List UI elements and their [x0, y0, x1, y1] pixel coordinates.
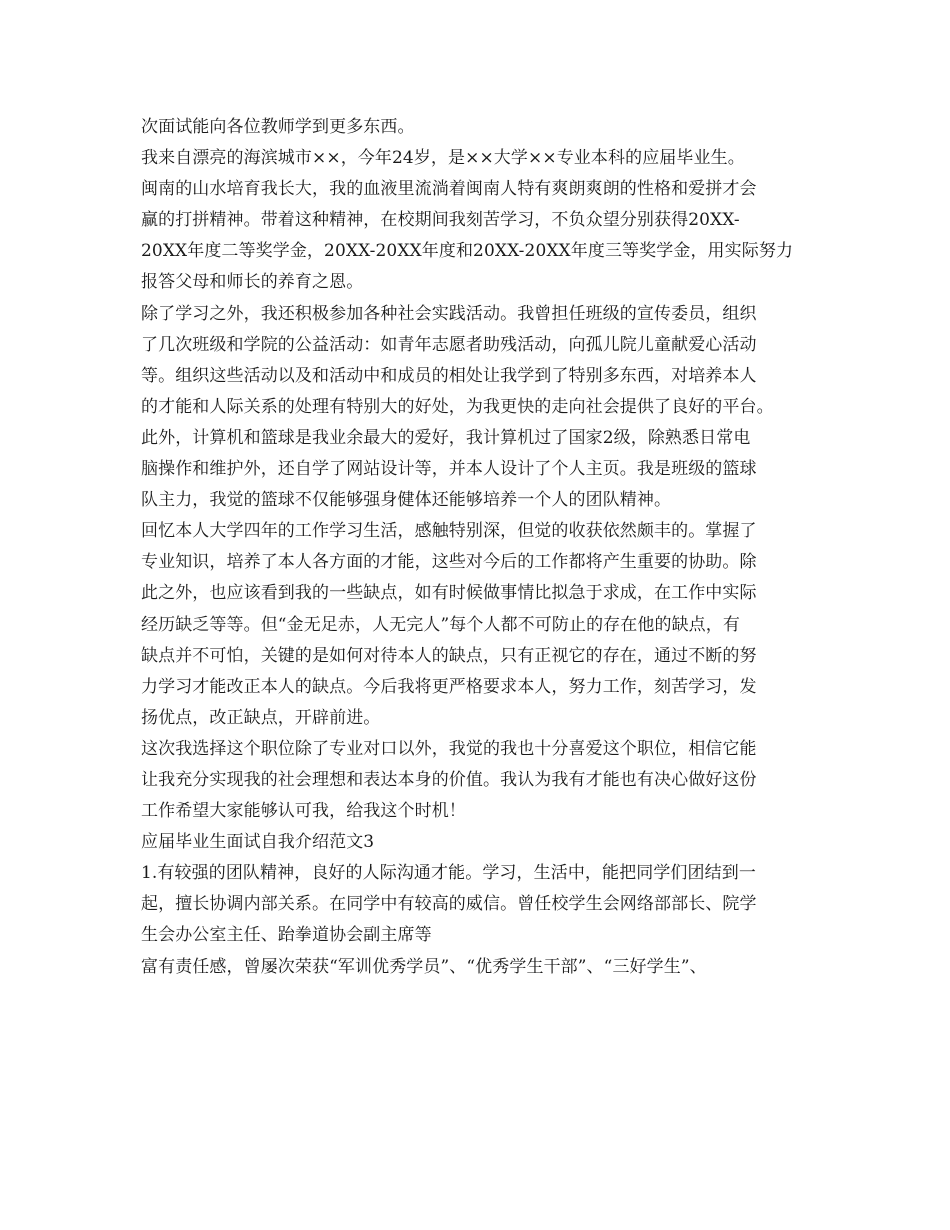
text-line: 队主力，我觉的篮球不仅能够强身健体还能够培养一个人的团队精神。	[141, 490, 672, 511]
text-line: 赢的打拼精神。带着这种精神，在校期间我刻苦学习，不负众望分别获得20XX-	[141, 210, 740, 231]
text-line: 等。组织这些活动以及和活动中和成员的相处让我学到了特别多东西，对培养本人	[141, 365, 757, 386]
section-heading: 应届毕业生面试自我介绍范文3	[141, 832, 375, 853]
text-line: 了几次班级和学院的公益活动：如青年志愿者助残活动，向孤儿院儿童献爱心活动	[141, 334, 757, 355]
text-line: 缺点并不可怕，关键的是如何对待本人的缺点，只有正视它的存在，通过不断的努	[141, 645, 757, 666]
text-line: 次面试能向各位教师学到更多东西。	[141, 117, 415, 137]
text-line: 回忆本人大学四年的工作学习生活，感触特别深，但觉的收获依然颇丰的。掌握了	[141, 521, 757, 542]
text-line: 经历缺乏等等。但“金无足赤，人无完人”每个人都不可防止的存在他的缺点，有	[141, 614, 740, 635]
text-line: 报答父母和师长的养育之恩。	[141, 272, 364, 293]
text-line: 富有责任感，曾屡次荣获“军训优秀学员”、“优秀学生干部”、“三好学生”、	[141, 956, 707, 977]
text-line: 让我充分实现我的社会理想和表达本身的价值。我认为我有才能也有决心做好这份	[141, 769, 757, 790]
text-line: 这次我选择这个职位除了专业对口以外，我觉的我也十分喜爱这个职位，相信它能	[141, 738, 757, 759]
text-line: 脑操作和维护外，还自学了网站设计等，并本人设计了个人主页。我是班级的篮球	[141, 459, 757, 480]
text-line: 此外，计算机和篮球是我业余最大的爱好，我计算机过了国家2级，除熟悉日常电	[141, 427, 751, 448]
text-line: 20XX年度二等奖学金，20XX-20XX年度和20XX-20XX年度三等奖学金，用实际努力	[141, 241, 794, 262]
text-line: 除了学习之外，我还积极参加各种社会实践活动。我曾担任班级的宣传委员，组织	[141, 303, 757, 324]
document-body	[141, 112, 831, 983]
text-line: 工作希望大家能够认可我，给我这个时机！	[141, 801, 466, 822]
text-line: 生会办公室主任、跆拳道协会副主席等	[141, 925, 432, 946]
text-line: 起，擅长协调内部关系。在同学中有较高的威信。曾任校学生会网络部部长、院学	[141, 894, 757, 915]
text-line: 的才能和人际关系的处理有特别大的好处，为我更快的走向社会提供了良好的平台。	[141, 396, 774, 417]
text-line: 闽南的山水培育我长大，我的血液里流淌着闽南人特有爽朗爽朗的性格和爱拼才会	[141, 179, 757, 200]
text-line: 力学习才能改正本人的缺点。今后我将更严格要求本人，努力工作，刻苦学习，发	[141, 676, 757, 697]
text-line: 专业知识，培养了本人各方面的才能，这些对今后的工作都将产生重要的协助。除	[141, 552, 757, 573]
text-line: 1.有较强的团队精神，良好的人际沟通才能。学习，生活中，能把同学们团结到一	[141, 863, 756, 884]
text-line: 我来自漂亮的海滨城市××，今年24岁，是××大学××专业本科的应届毕业生。	[141, 148, 745, 169]
text-line: 扬优点，改正缺点，开辟前进。	[141, 707, 381, 728]
text-line: 此之外，也应该看到我的一些缺点，如有时候做事情比拟急于求成，在工作中实际	[141, 583, 757, 604]
